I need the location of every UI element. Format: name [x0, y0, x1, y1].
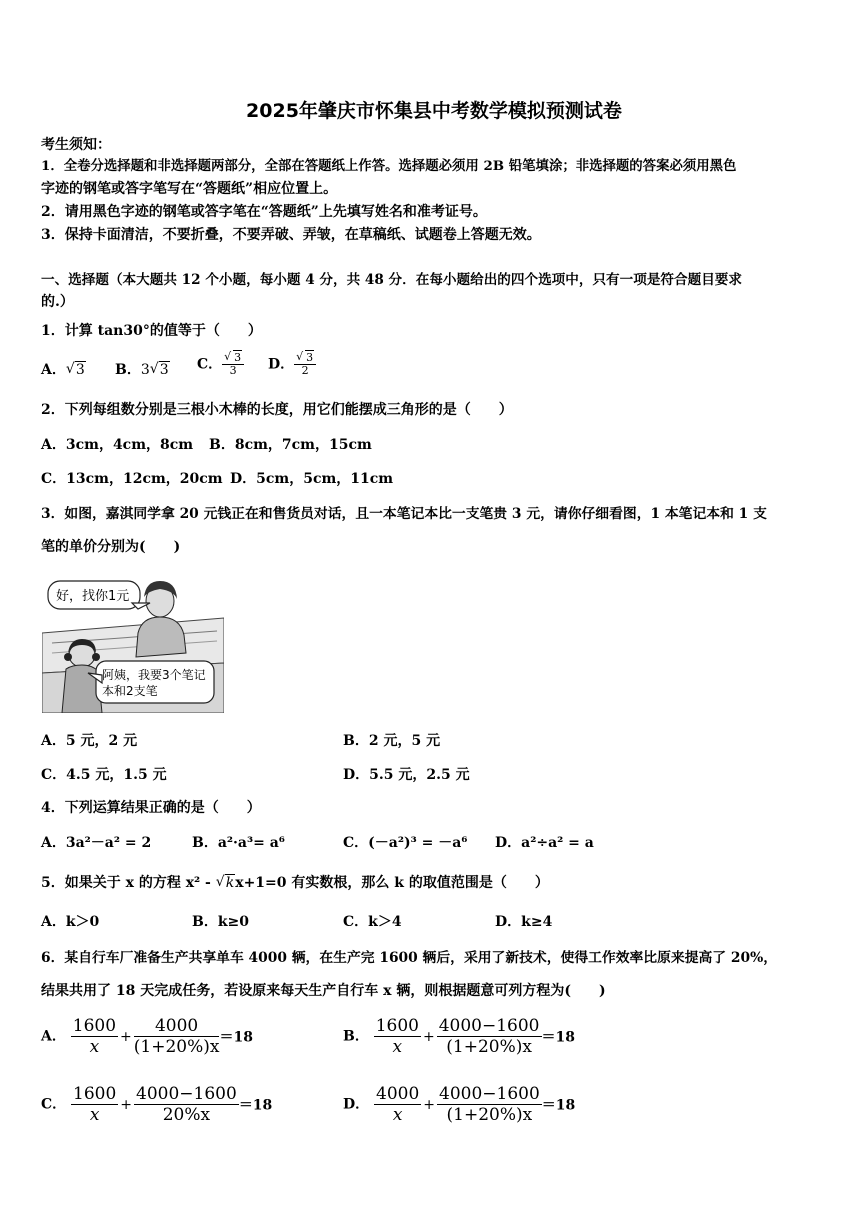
- q6-a-rhs: ＝18: [219, 1029, 253, 1046]
- q6-c-f1-num: 1600: [73, 1084, 117, 1104]
- fraction: [134, 1016, 220, 1057]
- plus-sign: +: [422, 1028, 435, 1045]
- notice-item-2: 2．请用黑色字迹的钢笔或答字笔在“答题纸”上先填写姓名和准考证号。: [41, 204, 487, 220]
- plus-sign: +: [120, 1028, 132, 1045]
- bubble-bottom-text-2: 本和2支笔: [102, 684, 158, 698]
- q6-c-label: C．: [41, 1096, 67, 1113]
- q6-option-a: [41, 1016, 253, 1057]
- q3-option-b: B．2 元，5 元: [343, 733, 441, 749]
- q6-a-label: A．: [41, 1028, 66, 1045]
- q4-option-c: C．(－a²)³ = －a⁶: [343, 835, 468, 851]
- q6-d-rhs: ＝18: [541, 1097, 576, 1114]
- section-heading-line1: 一、选择题（本大题共 12 个小题，每小题 4 分，共 48 分．在每小题给出的四个选项中，只有一项是符合题目要求: [41, 272, 742, 288]
- q1-d-num: 3: [306, 351, 314, 364]
- q4-option-d: D．a²÷a² = a: [495, 835, 594, 851]
- section-heading-line2: 的.）: [41, 294, 74, 310]
- q6-d-label: D．: [343, 1096, 370, 1113]
- q1-d-label: D．: [268, 356, 295, 373]
- sqrt-symbol: [150, 362, 170, 378]
- q3-option-a: A．5 元，2 元: [41, 733, 138, 749]
- q1-d-den: 2: [301, 364, 309, 377]
- q2-option-b: B．8cm，7cm，15cm: [209, 437, 372, 453]
- q5-stem-end: x+1=0 有实数根，那么 k 的取值范围是（ ）: [235, 875, 549, 891]
- q3-stem-line1: 3．如图，嘉淇同学拿 20 元钱正在和售货员对话，且一本笔记本比一支笔贵 3 元，请你仔细看图，1 本笔记本和 1 支: [41, 506, 767, 522]
- q1-c-den: 3: [229, 364, 237, 377]
- q2-stem: 2．下列每组数分别是三根小木棒的长度，用它们能摆成三角形的是（ ）: [41, 402, 513, 418]
- shop-illustration: [42, 573, 224, 713]
- q1-option-a: [41, 359, 86, 379]
- cashier-student-drawing: [42, 573, 224, 713]
- q3-option-d: D．5.5 元，2.5 元: [343, 767, 470, 783]
- q1-option-b: [115, 359, 170, 379]
- q4-option-b: B．a²·a³= a⁶: [192, 835, 285, 851]
- q6-c-f2-num: 4000−1600: [136, 1084, 237, 1104]
- q6-option-b: [343, 1016, 575, 1057]
- fraction: [437, 1016, 542, 1057]
- q6-a-f1-den: x: [89, 1037, 100, 1057]
- q5-option-a: A．k＞0: [41, 914, 100, 930]
- sqrt-symbol: [224, 352, 242, 364]
- q6-b-f2-den: (1+20%)x: [446, 1037, 532, 1057]
- q6-c-f2-den: 20%x: [162, 1105, 211, 1125]
- q1-c-label: C．: [197, 356, 223, 373]
- q6-b-f1-num: 1600: [375, 1016, 419, 1036]
- q6-c-rhs: ＝18: [238, 1097, 273, 1114]
- q1-a-radicand: 3: [75, 362, 85, 378]
- fraction: [374, 1084, 421, 1125]
- notice-item-1a: 1．全卷分选择题和非选择题两部分，全部在答题纸上作答。选择题必须用 2B 铅笔填涂；非选择题的答案必须用黑色: [41, 158, 737, 174]
- q6-option-c: [41, 1084, 272, 1125]
- notice-item-1b: 字迹的钢笔或答字笔写在“答题纸”相应位置上。: [41, 181, 338, 197]
- q6-d-f1-num: 4000: [376, 1084, 420, 1104]
- notice-item-3: 3．保持卡面清洁，不要折叠，不要弄破、弄皱，在草稿纸、试题卷上答题无效。: [41, 227, 541, 243]
- sqrt-symbol: [216, 875, 235, 891]
- q2-option-c: C．13cm，12cm，20cm: [41, 471, 223, 487]
- fraction: [71, 1016, 118, 1057]
- q1-c-num: 3: [234, 351, 242, 364]
- page-title: 2025年肇庆市怀集县中考数学模拟预测试卷: [246, 100, 622, 122]
- fraction: [374, 1016, 421, 1057]
- fraction: [71, 1084, 118, 1125]
- q1-a-label: A．: [41, 362, 66, 378]
- fraction: [134, 1084, 239, 1125]
- q5-option-c: C．k＞4: [343, 914, 402, 930]
- q6-a-f2-den: (1+20%)x: [133, 1037, 220, 1057]
- bubble-top-text: 好，找你1元: [56, 589, 130, 604]
- q6-b-label: B．: [343, 1028, 369, 1045]
- q6-option-d: [343, 1084, 575, 1125]
- sqrt-symbol: [66, 362, 86, 378]
- fraction: [437, 1084, 542, 1125]
- q6-stem-line2: 结果共用了 18 天完成任务，若设原来每天生产自行车 x 辆，则根据题意可列方程为( ): [41, 983, 606, 999]
- q1-option-d: [268, 352, 316, 377]
- q4-stem: 4．下列运算结果正确的是（ ）: [41, 800, 261, 816]
- notice-heading: 考生须知：: [41, 137, 111, 153]
- q5-option-b: B．k≥0: [192, 914, 250, 930]
- q3-option-c: C．4.5 元，1.5 元: [41, 767, 167, 783]
- q5-option-d: D．k≥4: [495, 914, 553, 930]
- fraction: [222, 352, 244, 377]
- plus-sign: +: [120, 1096, 133, 1113]
- q6-a-f1-num: 1600: [72, 1016, 117, 1036]
- q1-b-coef: 3: [140, 362, 150, 378]
- q5-stem-start: 5．如果关于 x 的方程 x² -: [41, 875, 211, 891]
- plus-sign: +: [423, 1096, 436, 1113]
- q6-c-f1-den: x: [89, 1105, 100, 1125]
- q6-d-f1-den: x: [392, 1105, 403, 1125]
- q1-b-label: B．: [115, 362, 141, 378]
- q2-option-a: A．3cm，4cm，8cm: [41, 437, 194, 453]
- q6-d-f2-num: 4000−1600: [439, 1084, 540, 1104]
- q4-option-a: A．3a²－a² = 2: [41, 835, 152, 851]
- q1-option-c: [197, 352, 244, 377]
- bubble-bottom-text-1: 阿姨，我要3个笔记: [102, 668, 206, 682]
- q6-stem-line1: 6．某自行车厂准备生产共享单车 4000 辆，在生产完 1600 辆后，采用了新技术，使得工作效率比原来提高了 20%，: [41, 950, 777, 966]
- q1-stem: 1．计算 tan30°的值等于（ ）: [41, 323, 262, 339]
- sqrt-symbol: [296, 352, 314, 364]
- q6-a-f2-num: 4000: [134, 1016, 220, 1037]
- q1-b-radicand: 3: [159, 362, 169, 378]
- q2-option-d: D．5cm，5cm，11cm: [230, 471, 394, 487]
- q5-radicand: k: [225, 875, 235, 891]
- q3-stem-line2: 笔的单价分别为( ): [41, 539, 181, 555]
- q6-b-rhs: ＝18: [541, 1029, 575, 1046]
- q6-b-f2-num: 4000−1600: [438, 1016, 540, 1036]
- q6-d-f2-den: (1+20%)x: [446, 1105, 533, 1125]
- q5-stem: [41, 872, 549, 892]
- fraction: [294, 352, 316, 377]
- q6-b-f1-den: x: [392, 1037, 403, 1057]
